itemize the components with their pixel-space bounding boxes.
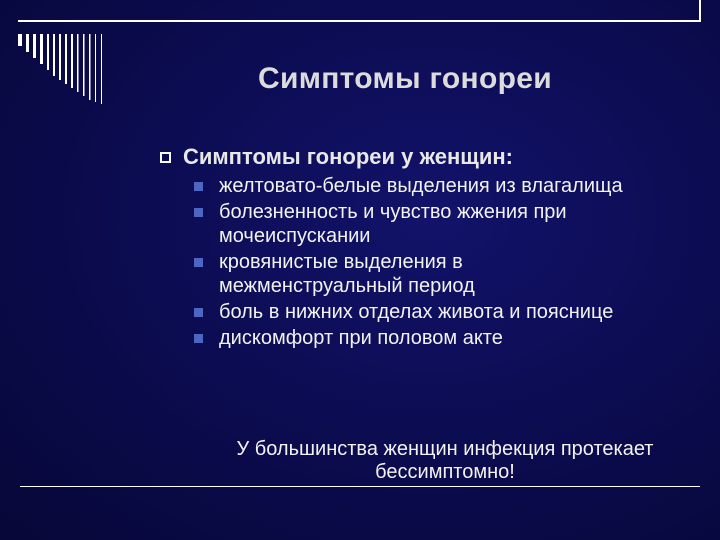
square-bullet-icon <box>194 182 203 191</box>
list-item-text: кровянистые выделения в межменструальный период <box>219 251 475 297</box>
decorative-bars <box>18 34 118 104</box>
slide-title: Симптомы гонореи <box>258 62 552 95</box>
symptom-list <box>160 174 680 350</box>
list-item-text: дискомфорт при половом акте <box>219 327 503 349</box>
asymptomatic-note: У большинства женщин инфекция протекает бессимптомно! <box>236 438 654 483</box>
symptoms-heading: Симптомы гонореи у женщин: <box>183 144 514 169</box>
top-border-line <box>18 20 701 22</box>
square-bullet-icon <box>194 334 203 343</box>
bottom-divider <box>20 486 700 487</box>
square-bullet-icon <box>194 308 203 317</box>
hollow-square-bullet-icon <box>160 152 171 163</box>
list-item-text: болезненность и чувство жжения при мочеиспускании <box>219 201 567 247</box>
slide-content <box>160 144 680 352</box>
list-item <box>194 200 680 248</box>
square-bullet-icon <box>194 258 203 267</box>
list-item <box>194 174 680 198</box>
list-item-text: желтовато-белые выделения из влагалища <box>219 175 623 197</box>
square-bullet-icon <box>194 208 203 217</box>
list-item <box>194 300 680 324</box>
list-item-text: боль в нижних отделах живота и пояснице <box>219 301 614 323</box>
right-border-tick <box>699 0 701 20</box>
list-item <box>194 326 680 350</box>
heading-row <box>160 144 680 170</box>
list-item <box>194 250 680 298</box>
